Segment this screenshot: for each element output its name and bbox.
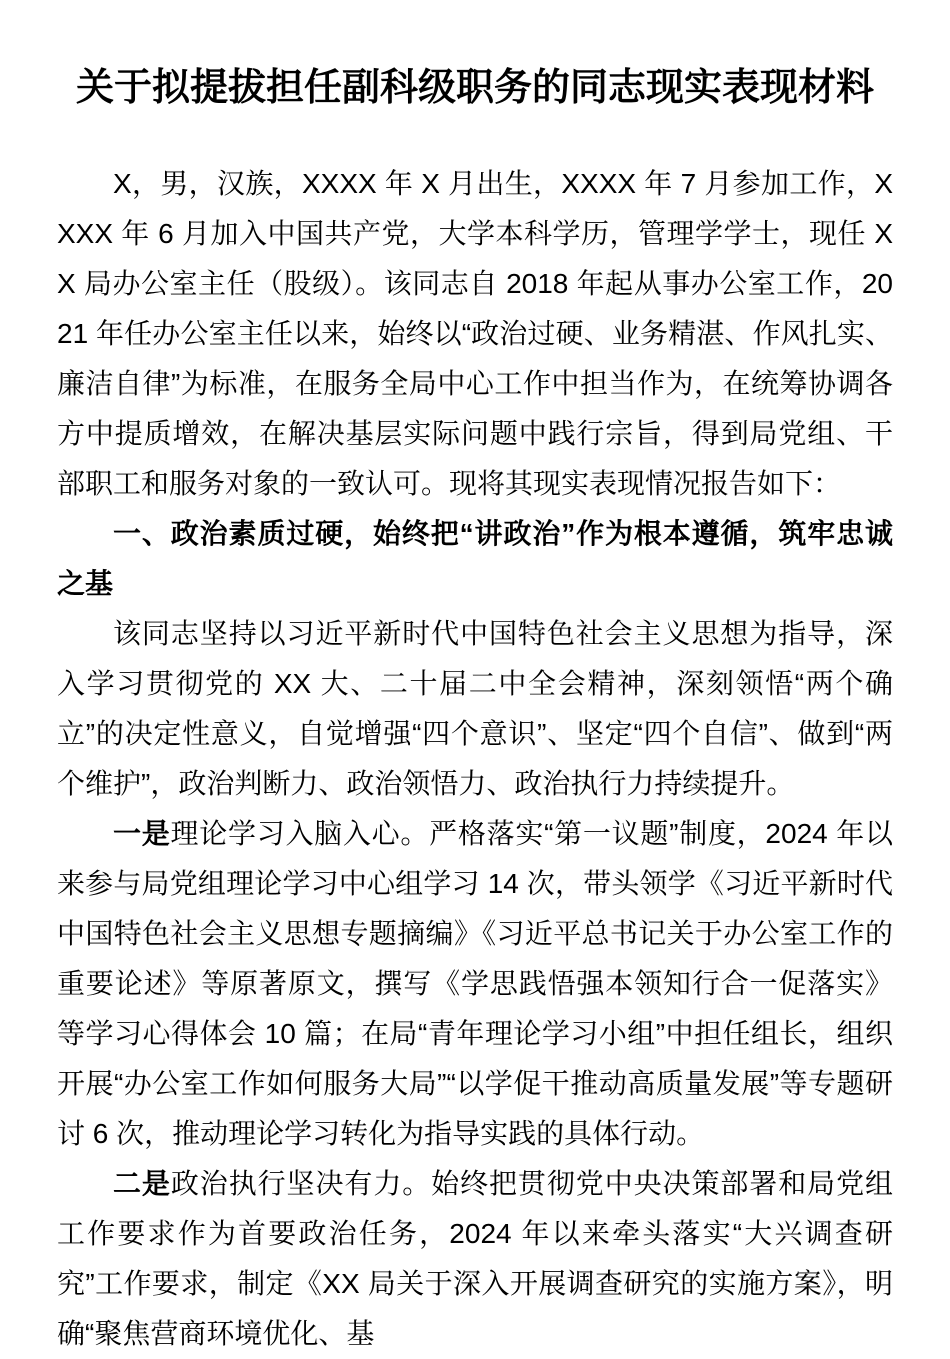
section-heading-1: 一、政治素质过硬，始终把“讲政治”作为根本遵循，筑牢忠诚之基 (57, 518, 893, 600)
paragraph-intro (57, 159, 893, 509)
paragraph-point-1 (57, 809, 893, 1159)
document-title: 关于拟提拔担任副科级职务的同志现实表现材料 (75, 67, 874, 109)
paragraph-text: X，男，汉族，XXXX 年 X 月出生，XXXX 年 7 月参加工作，XXXX 年 6 月加入中国共产党，大学本科学历，管理学学士，现任 XX 局办公室主任（股级）。该同志自 2018 年起从事办公室工作，2021 年任办公室主任以来，始终以“政治过硬、业务精湛、作风扎实、廉洁自律”为标准，在服务全局中心工作中担当作为，在统筹协调各方中提质增效，在解决基层实际问题中践行宗旨，得到局党组、干部职工和服务对象的一致认可。现将其现实表现情况报告如下： (57, 168, 893, 500)
paragraph-point-2 (57, 1159, 893, 1359)
paragraph-lead: 一是 (113, 818, 171, 850)
document-body (57, 159, 893, 1359)
paragraph-text: 理论学习入脑入心。严格落实“第一议题”制度，2024 年以来参与局党组理论学习中心组学习 14 次，带头领学《习近平新时代中国特色社会主义思想专题摘编》《习近平总书记关于办公室工作的重要论述》等原著原文，撰写《学思践悟强本领知行合一促落实》等学习心得体会 10 篇；在局“青年理论学习小组”中担任组长，组织开展“办公室工作如何服务大局”“以学促干推动高质量发展”等专题研讨 6 次，推动理论学习转化为指导实践的具体行动。 (57, 818, 893, 1150)
paragraph-political-quality (57, 609, 893, 809)
paragraph-text: 政治执行坚决有力。始终把贯彻党中央决策部署和局党组工作要求作为首要政治任务，2024 年以来牵头落实“大兴调查研究”工作要求，制定《XX 局关于深入开展调查研究的实施方案》，明确“聚焦营商环境优化、基 (57, 1168, 893, 1350)
paragraph-text: 该同志坚持以习近平新时代中国特色社会主义思想为指导，深入学习贯彻党的 XX 大、二十届二中全会精神，深刻领悟“两个确立”的决定性意义，自觉增强“四个意识”、坚定“四个自信”、做到“两个维护”，政治判断力、政治领悟力、政治执行力持续提升。 (57, 618, 893, 800)
paragraph-lead: 二是 (113, 1168, 171, 1200)
